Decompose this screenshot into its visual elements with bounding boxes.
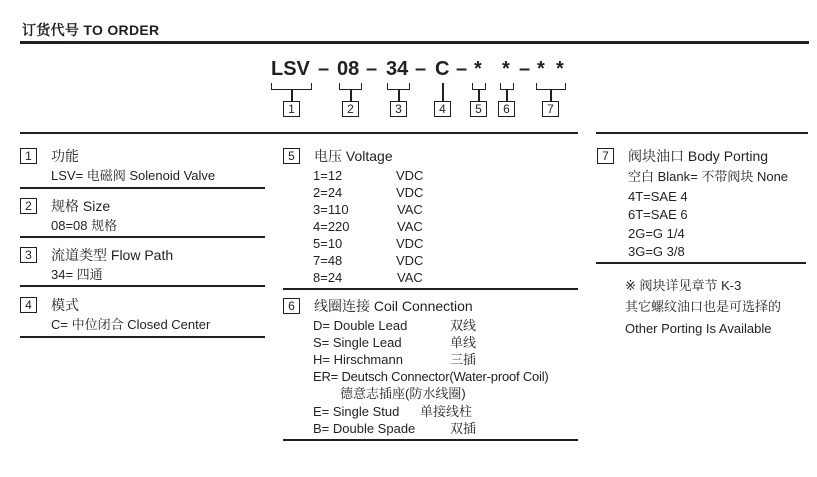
- coil-code: H= Hirschmann: [313, 352, 403, 367]
- bracket-1-stem: [291, 89, 293, 101]
- code-08: 08: [337, 58, 360, 80]
- note-other-threads-cn: 其它螺纹油口也是可选择的: [625, 299, 782, 314]
- code-dash-3: –: [415, 58, 427, 80]
- code-num-7: 7: [542, 101, 559, 117]
- coil-code: S= Single Lead: [313, 335, 402, 350]
- voltage-code: 2=24: [313, 185, 343, 200]
- porting-line: 3G=G 3/8: [628, 244, 685, 259]
- porting-line: 2G=G 1/4: [628, 226, 685, 241]
- coil-code: B= Double Spade: [313, 421, 416, 436]
- section-6-number: 6: [283, 298, 300, 314]
- bracket-2-stem: [350, 89, 352, 101]
- coil-code: D= Double Lead: [313, 318, 408, 333]
- section-2-title: 规格 Size: [51, 198, 111, 214]
- section-3-title: 流道类型 Flow Path: [51, 247, 174, 263]
- voltage-unit: VDC: [396, 253, 424, 268]
- voltage-unit: VDC: [396, 236, 424, 251]
- section-1-rule: [20, 187, 265, 189]
- coil-cn: 双线: [450, 318, 477, 333]
- voltage-code: 7=48: [313, 253, 343, 268]
- coil-cn: 单接线柱: [420, 404, 473, 419]
- voltage-code: 8=24: [313, 270, 343, 285]
- header-divider: [20, 41, 809, 44]
- code-dash-2: –: [366, 58, 378, 80]
- note-other-porting: Other Porting Is Available: [625, 321, 772, 336]
- code-lsv: LSV: [271, 58, 310, 80]
- code-num-5: 5: [470, 101, 487, 117]
- voltage-code: 3=110: [313, 202, 349, 217]
- coil-cn: 三插: [450, 352, 477, 367]
- code-c: C: [435, 58, 450, 80]
- section-7-title: 阀块油口 Body Porting: [628, 148, 769, 164]
- section-3-rule: [20, 285, 265, 287]
- section-4-number: 4: [20, 297, 37, 313]
- note-valve-block: ※ 阀块详见章节 K-3: [625, 278, 742, 293]
- voltage-code: 4=220: [313, 219, 350, 234]
- code-num-6: 6: [498, 101, 515, 117]
- bracket-4-stem: [442, 83, 444, 101]
- section-5-title: 电压 Voltage: [314, 148, 393, 164]
- code-num-2: 2: [342, 101, 359, 117]
- section-7-number: 7: [597, 148, 614, 164]
- bracket-3-stem: [398, 89, 400, 101]
- porting-line: 空白 Blank= 不带阀块 None: [628, 169, 789, 184]
- section-2-number: 2: [20, 198, 37, 214]
- code-num-3: 3: [390, 101, 407, 117]
- section-5-number: 5: [283, 148, 300, 164]
- section-5-rule: [283, 288, 578, 290]
- section-7-rule: [596, 262, 806, 264]
- code-dash-5: –: [519, 58, 531, 80]
- sections-top-rule-left: [20, 132, 578, 134]
- section-1-title: 功能: [51, 148, 79, 164]
- section-6-title: 线圈连接 Coil Connection: [314, 298, 473, 314]
- bracket-5-stem: [478, 89, 480, 101]
- voltage-unit: VDC: [396, 185, 424, 200]
- section-6-rule: [283, 439, 578, 441]
- section-2-line: 08=08 规格: [51, 218, 118, 233]
- section-3-number: 3: [20, 247, 37, 263]
- section-4-line: C= 中位闭合 Closed Center: [51, 317, 211, 332]
- code-num-1: 1: [283, 101, 300, 117]
- code-num-4: 4: [434, 101, 451, 117]
- coil-cn: 单线: [450, 335, 477, 350]
- voltage-code: 5=10: [313, 236, 343, 251]
- section-1-number: 1: [20, 148, 37, 164]
- section-3-line: 34= 四通: [51, 267, 103, 282]
- bracket-7-stem: [550, 89, 552, 101]
- section-4-rule: [20, 336, 265, 338]
- code-dash-1: –: [318, 58, 330, 80]
- bracket-6-stem: [506, 89, 508, 101]
- porting-line: 4T=SAE 4: [628, 189, 688, 204]
- voltage-code: 1=12: [313, 168, 343, 183]
- code-34: 34: [386, 58, 409, 80]
- voltage-unit: VAC: [397, 202, 423, 217]
- coil-code: E= Single Stud: [313, 404, 400, 419]
- page-title: 订货代号 TO ORDER: [22, 22, 160, 38]
- coil-cn: 双插: [450, 421, 477, 436]
- voltage-unit: VDC: [396, 168, 424, 183]
- code-dash-4: –: [456, 58, 468, 80]
- section-4-title: 模式: [51, 297, 79, 313]
- code-star-5: *: [474, 58, 482, 80]
- voltage-unit: VAC: [397, 270, 423, 285]
- code-star-7b: *: [556, 58, 564, 80]
- porting-line: 6T=SAE 6: [628, 207, 688, 222]
- code-star-6: *: [502, 58, 510, 80]
- section-1-line: LSV= 电磁阀 Solenoid Valve: [51, 168, 216, 183]
- coil-code-cn: 德意志插座(防水线圈): [340, 386, 466, 401]
- section-2-rule: [20, 236, 265, 238]
- voltage-unit: VAC: [397, 219, 423, 234]
- sections-top-rule-right: [596, 132, 808, 134]
- coil-code: ER= Deutsch Connector(Water-proof Coil): [313, 369, 549, 384]
- code-star-7a: *: [537, 58, 545, 80]
